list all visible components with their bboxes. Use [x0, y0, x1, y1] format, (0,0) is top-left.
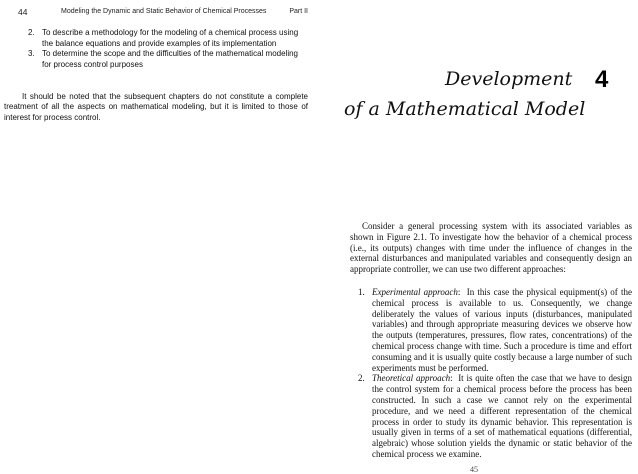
objectives-list: [28, 28, 306, 70]
chapter-number: 4: [595, 66, 609, 93]
approach-name: Experimental approach: [372, 287, 458, 297]
item-number: 1.: [358, 287, 365, 297]
item-number: 2.: [28, 28, 35, 37]
approach-name: Theoretical approach: [372, 373, 451, 384]
part-label: Part II: [289, 8, 308, 15]
intro-paragraph: Consider a general processing system with its associated variables as shown in Figure 2.1. To investigate how the behavior of a chemical process (i.e., its outputs) changes with time under the influence of changes in the external disturbances and manipulated variables and consequently design an appropriate controller, we can use two different approaches:: [350, 221, 632, 275]
approach-text: In this case the physical equipment(s) of the chemical process is available to us. Consequently, we change deliberately the values of various inputs (disturbances, manipulated variables) and through appropriate measuring devices we observe how the outputs (temperatures, pressures, flow rates, concentrations) of the chemical process change with time. Such a procedure is time and effort consuming and it is usually quite costly because a large number of such experiments must be performed.: [372, 287, 632, 373]
item-text: To determine the scope and the difficulties of the mathematical modeling for process control purposes: [42, 49, 298, 69]
approach-text: It is quite often the case that we have to design the control system for a chemical process before the process has been constructed. In such a case we cannot rely on the experimental procedure, and we need a different representation of the chemical process in order to study its dynamic behavior. This representation is usually given in terms of a set of mathematical equations (differential, algebraic) whose solution yields the dynamic or static behavior of the chemical process we examine.: [372, 373, 632, 459]
page-number: 45: [470, 465, 478, 474]
approaches-list: [358, 287, 632, 460]
page-number: 44: [18, 7, 28, 17]
note-paragraph: It should be noted that the subsequent chapters do not constitute a complete treatment of all the aspects on mathematical modeling, but it is limited to those of interest for process control.: [4, 92, 308, 122]
left-page: [0, 0, 318, 472]
item-number: 2.: [358, 373, 365, 384]
running-title: Modeling the Dynamic and Static Behavior of Chemical Processes: [61, 8, 267, 15]
chapter-title-line2: of a Mathematical Model: [344, 98, 586, 120]
item-number: 3.: [28, 49, 35, 59]
list-item: [28, 49, 306, 70]
right-page: [320, 0, 638, 472]
item-text: To describe a methodology for the modeling of a chemical process using the balance equations and provide examples of its implementation: [42, 28, 299, 48]
list-item: 1. Experimental approach: In this case the physical equipment(s) of the chemical process is available to us. Consequently, we change deliberately the values of various inputs (disturbances, manipulated variables) and through appropriate measuring devices we observe how the outputs (temperatures, pressures, flow rates, concentrations) of the chemical process change with time. Such a procedure is time and effort consuming and it is usually quite costly because a large number of such experiments must be performed.: [358, 287, 632, 373]
chapter-title-line1: Development: [445, 68, 573, 90]
list-item: [28, 28, 306, 49]
list-item: 2. Theoretical approach: It is quite often the case that we have to design the control system for a chemical process before the process has been constructed. In such a case we cannot rely on the experimental procedure, and we need a different representation of the chemical process in order to study its dynamic behavior. This representation is usually given in terms of a set of mathematical equations (differential, algebraic) whose solution yields the dynamic or static behavior of the chemical process we examine.: [358, 373, 632, 459]
chapter-heading: [320, 68, 638, 128]
